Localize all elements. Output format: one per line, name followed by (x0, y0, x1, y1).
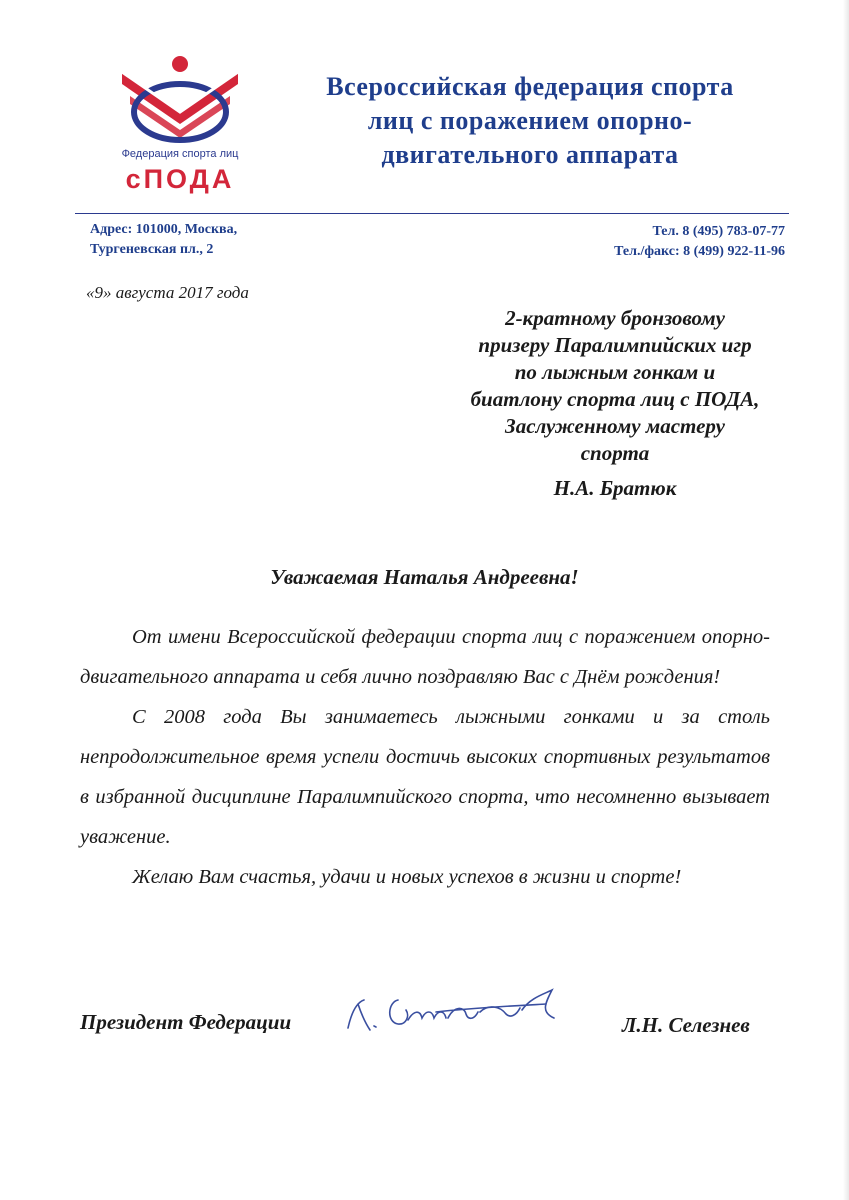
address-line: Адрес: 101000, Москва, (90, 222, 238, 237)
body-paragraph: С 2008 года Вы занимаетесь лыжными гонками и за столь непродолжительное время успели достичь высоких спортивных результатов в избранной дисциплине Паралимпийского спорта, что несомненно вызывает уважение. (80, 706, 770, 848)
letter-body (80, 617, 770, 897)
body-paragraph: Желаю Вам счастья, удачи и новых успехов в жизни и спорте! (132, 866, 682, 888)
phone-line: Тел. 8 (495) 783-07-77 (652, 224, 785, 239)
logo-caption: Федерация спорта лиц (121, 148, 239, 160)
recipient-block (450, 305, 780, 502)
letter-date: «9» августа 2017 года (86, 283, 249, 302)
header-divider (75, 213, 789, 214)
page-edge (843, 0, 849, 1200)
recipient-line: 2-кратному бронзовому (505, 306, 725, 330)
address-line: Тургеневская пл., 2 (90, 242, 214, 257)
org-title-line: двигательного аппарата (381, 140, 679, 169)
org-title-line: лиц с поражением опорно- (367, 106, 693, 135)
org-title-line: Всероссийская федерация спорта (326, 72, 734, 101)
organization-title (270, 70, 790, 172)
phone-block (614, 222, 785, 262)
federation-logo (100, 50, 260, 200)
salutation: Уважаемая Наталья Андреевна! (270, 565, 579, 589)
recipient-line: биатлону спорта лиц с ПОДА, (470, 387, 760, 411)
recipient-line: спорта (580, 441, 650, 465)
recipient-name: Н.А. Братюк (553, 476, 677, 500)
handwritten-signature-icon (340, 980, 590, 1040)
recipient-line: Заслуженному мастеру (505, 414, 725, 438)
recipient-line: по лыжным гонкам и (514, 360, 716, 384)
signer-name: Л.Н. Селезнев (622, 1013, 750, 1037)
logo-emblem-icon (110, 50, 250, 146)
recipient-line: призеру Паралимпийских игр (478, 333, 752, 357)
fax-line: Тел./факс: 8 (499) 922-11-96 (614, 244, 785, 259)
signer-title: Президент Федерации (80, 1010, 292, 1034)
address-block (90, 220, 237, 260)
body-paragraph: От имени Всероссийской федерации спорта лиц с поражением опорно-двигательного аппарата и себя лично поздравляю Вас с Днём рождения! (80, 626, 770, 688)
logo-wordmark: сПОДА (125, 164, 235, 194)
